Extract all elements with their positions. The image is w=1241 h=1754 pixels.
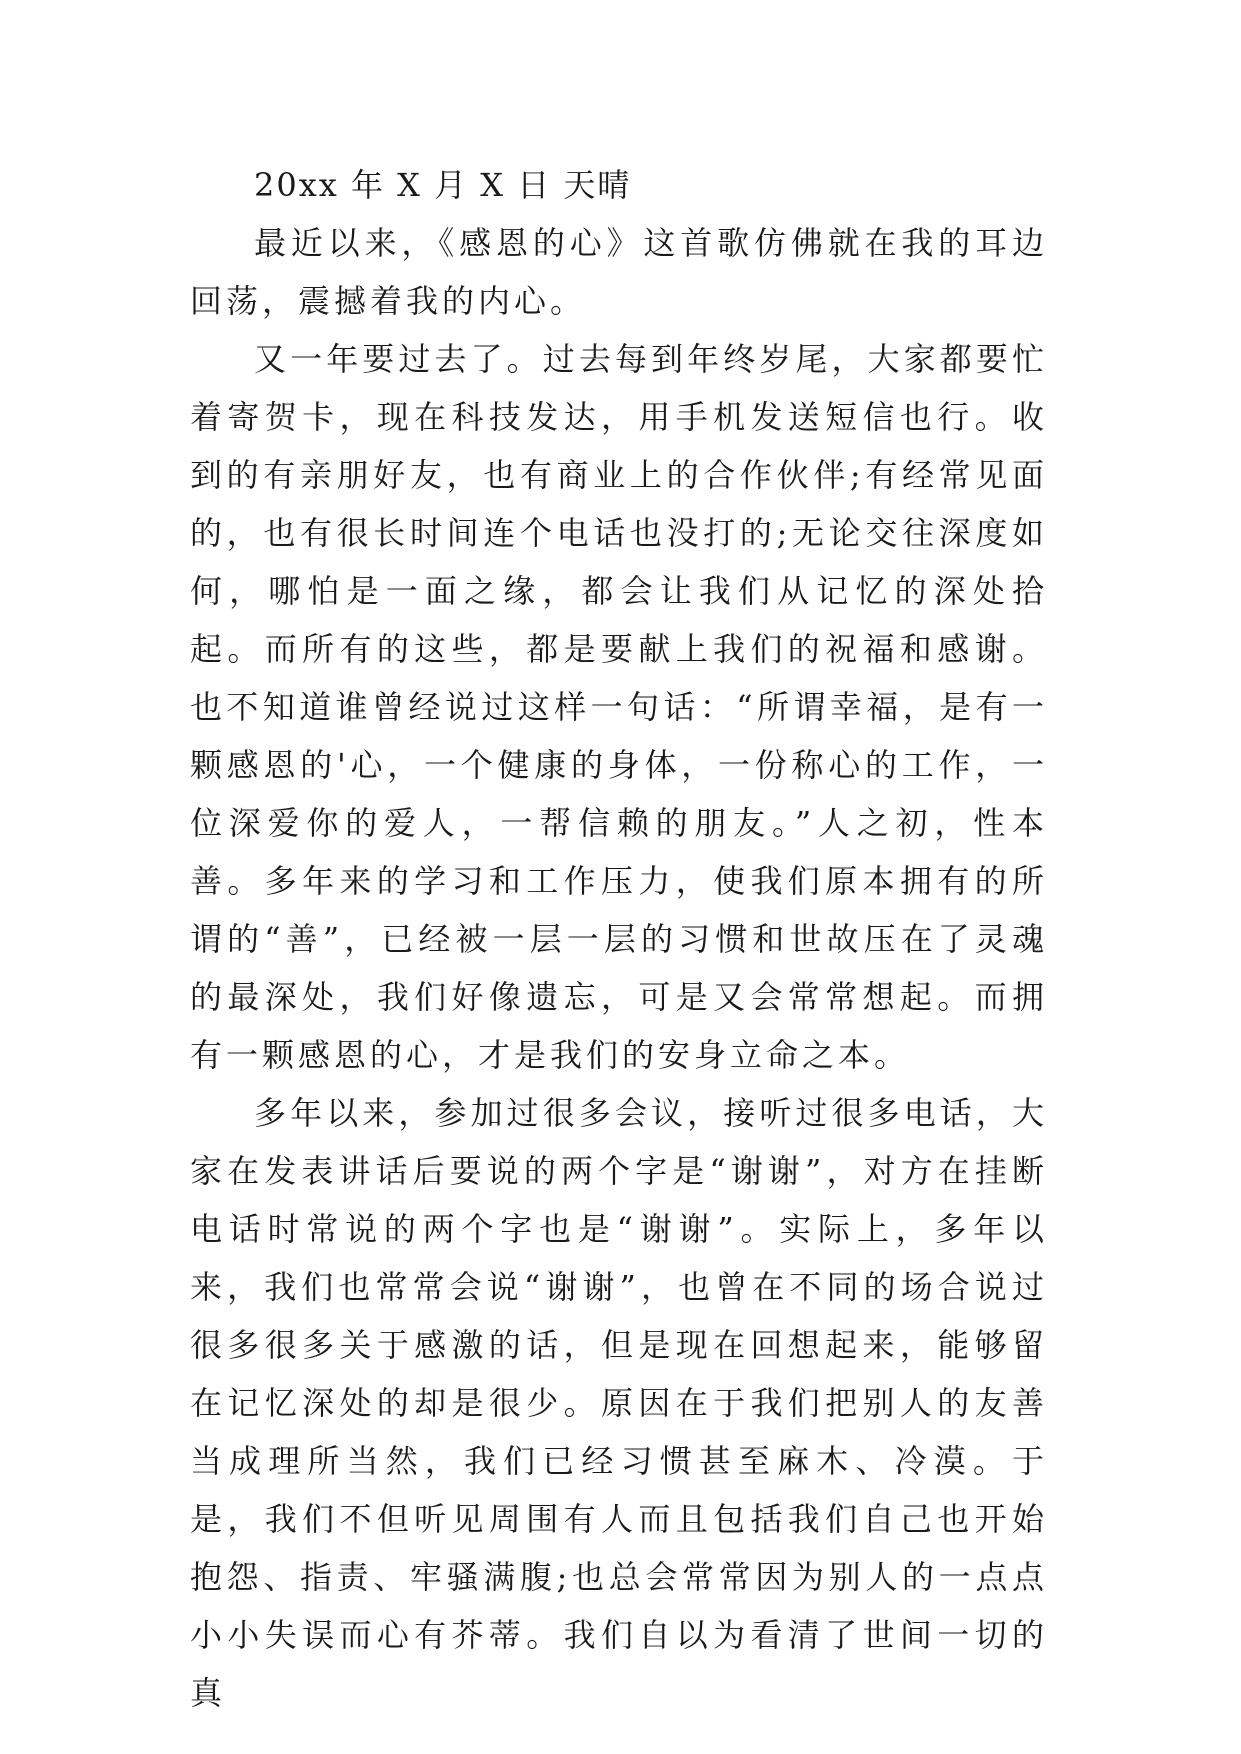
paragraph-3: 多年以来，参加过很多会议，接听过很多电话，大家在发表讲话后要说的两个字是“谢谢”，对方在挂断电话时常说的两个字也是“谢谢”。实际上，多年以来，我们也常常会说“谢谢”，也曾在不同的场合说过很多很多关于感激的话，但是现在回想起来，能够留在记忆深处的却是很少。原因在于我们把别人的友善当成理所当然，我们已经习惯甚至麻木、冷漠。于是，我们不但听见周围有人而且包括我们自己也开始抱怨、指责、牢骚满腹;也总会常常因为别人的一点点小小失误而心有芥蒂。我们自以为看清了世间一切的真 <box>190 1094 1048 1712</box>
document-body <box>190 156 1048 1722</box>
paragraph-1: 最近以来，《感恩的心》这首歌仿佛就在我的耳边回荡，震撼着我的内心。 <box>190 224 1048 320</box>
date-line: 20xx 年 X 月 X 日 天晴 <box>254 166 632 204</box>
paragraph-2: 又一年要过去了。过去每到年终岁尾，大家都要忙着寄贺卡，现在科技发达，用手机发送短信也行。收到的有亲朋好友，也有商业上的合作伙伴;有经常见面的，也有很长时间连个电话也没打的;无论交往深度如何，哪怕是一面之缘，都会让我们从记忆的深处拾起。而所有的这些，都是要献上我们的祝福和感谢。也不知道谁曾经说过这样一句话：“所谓幸福，是有一颗感恩的'心，一个健康的身体，一份称心的工作，一位深爱你的爱人，一帮信赖的朋友。”人之初，性本善。多年来的学习和工作压力，使我们原本拥有的所谓的“善”，已经被一层一层的习惯和世故压在了灵魂的最深处，我们好像遗忘，可是又会常常想起。而拥有一颗感恩的心，才是我们的安身立命之本。 <box>190 340 1048 1074</box>
